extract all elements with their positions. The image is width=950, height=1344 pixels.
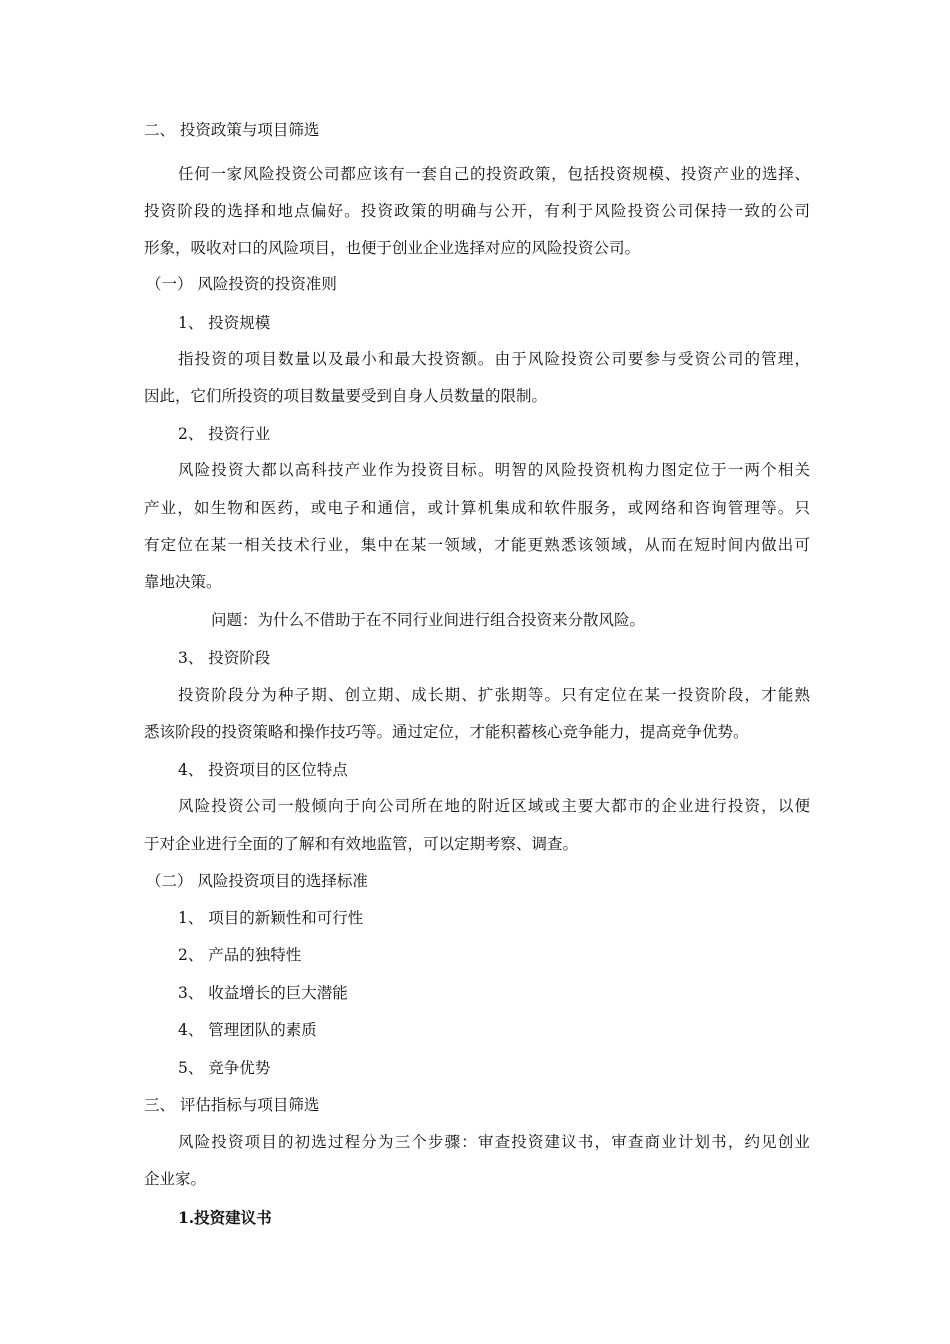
subsection-heading: （一） 风险投资的投资准则 [146,275,337,293]
paragraph-line: 形象，吸收对口的风险项目，也便于创业企业选择对应的风险投资公司。 [144,239,641,257]
question-line: 问题：为什么不借助于在不同行业间进行组合投资来分散风险。 [211,611,646,629]
numbered-heading: 1.投资建议书 [178,1208,272,1227]
list-item: 5、 竞争优势 [178,1059,271,1077]
paragraph-line: 有定位在某一相关技术行业，集中在某一领域，才能更熟悉该领域，从而在短时间内做出可 [144,536,810,554]
list-item-heading: 3、 投资阶段 [178,649,271,667]
list-item: 2、 产品的独特性 [178,946,302,964]
paragraph-line: 投资阶段的选择和地点偏好。投资政策的明确与公开，有利于风险投资公司保持一致的公司 [144,202,810,220]
list-item-heading: 1、 投资规模 [178,314,271,332]
list-item: 1、 项目的新颖性和可行性 [178,909,364,927]
paragraph-line: 产业，如生物和医药，或电子和通信，或计算机集成和软件服务，或网络和咨询管理等。只 [144,499,810,517]
section-heading-2: 二、 投资政策与项目筛选 [144,121,320,139]
paragraph-line: 风险投资大都以高科技产业作为投资目标。明智的风险投资机构力图定位于一两个相关 [178,461,810,479]
paragraph-line: 因此，它们所投资的项目数量要受到自身人员数量的限制。 [144,387,548,405]
list-item: 4、 管理团队的素质 [178,1021,317,1039]
list-item-heading: 2、 投资行业 [178,425,271,443]
paragraph-line: 企业家。 [144,1170,207,1188]
section-heading-3: 三、 评估指标与项目筛选 [144,1096,320,1114]
paragraph-line: 靠地决策。 [144,573,222,591]
subsection-heading: （二） 风险投资项目的选择标准 [146,872,368,890]
paragraph-line: 于对企业进行全面的了解和有效地监管，可以定期考察、调查。 [144,835,579,853]
paragraph-line: 风险投资公司一般倾向于向公司所在地的附近区域或主要大都市的企业进行投资，以便 [178,797,810,815]
paragraph-line: 指投资的项目数量以及最小和最大投资额。由于风险投资公司要参与受资公司的管理， [178,350,810,368]
list-item: 3、 收益增长的巨大潜能 [178,984,348,1002]
paragraph-line: 任何一家风险投资公司都应该有一套自己的投资政策，包括投资规模、投资产业的选择、 [178,165,810,183]
paragraph-line: 投资阶段分为种子期、创立期、成长期、扩张期等。只有定位在某一投资阶段，才能熟 [178,686,810,704]
list-item-heading: 4、 投资项目的区位特点 [178,761,348,779]
paragraph-line: 悉该阶段的投资策略和操作技巧等。通过定位，才能积蓄核心竞争能力，提高竞争优势。 [144,723,749,741]
paragraph-line: 风险投资项目的初选过程分为三个步骤：审查投资建议书，审查商业计划书，约见创业 [178,1133,810,1151]
